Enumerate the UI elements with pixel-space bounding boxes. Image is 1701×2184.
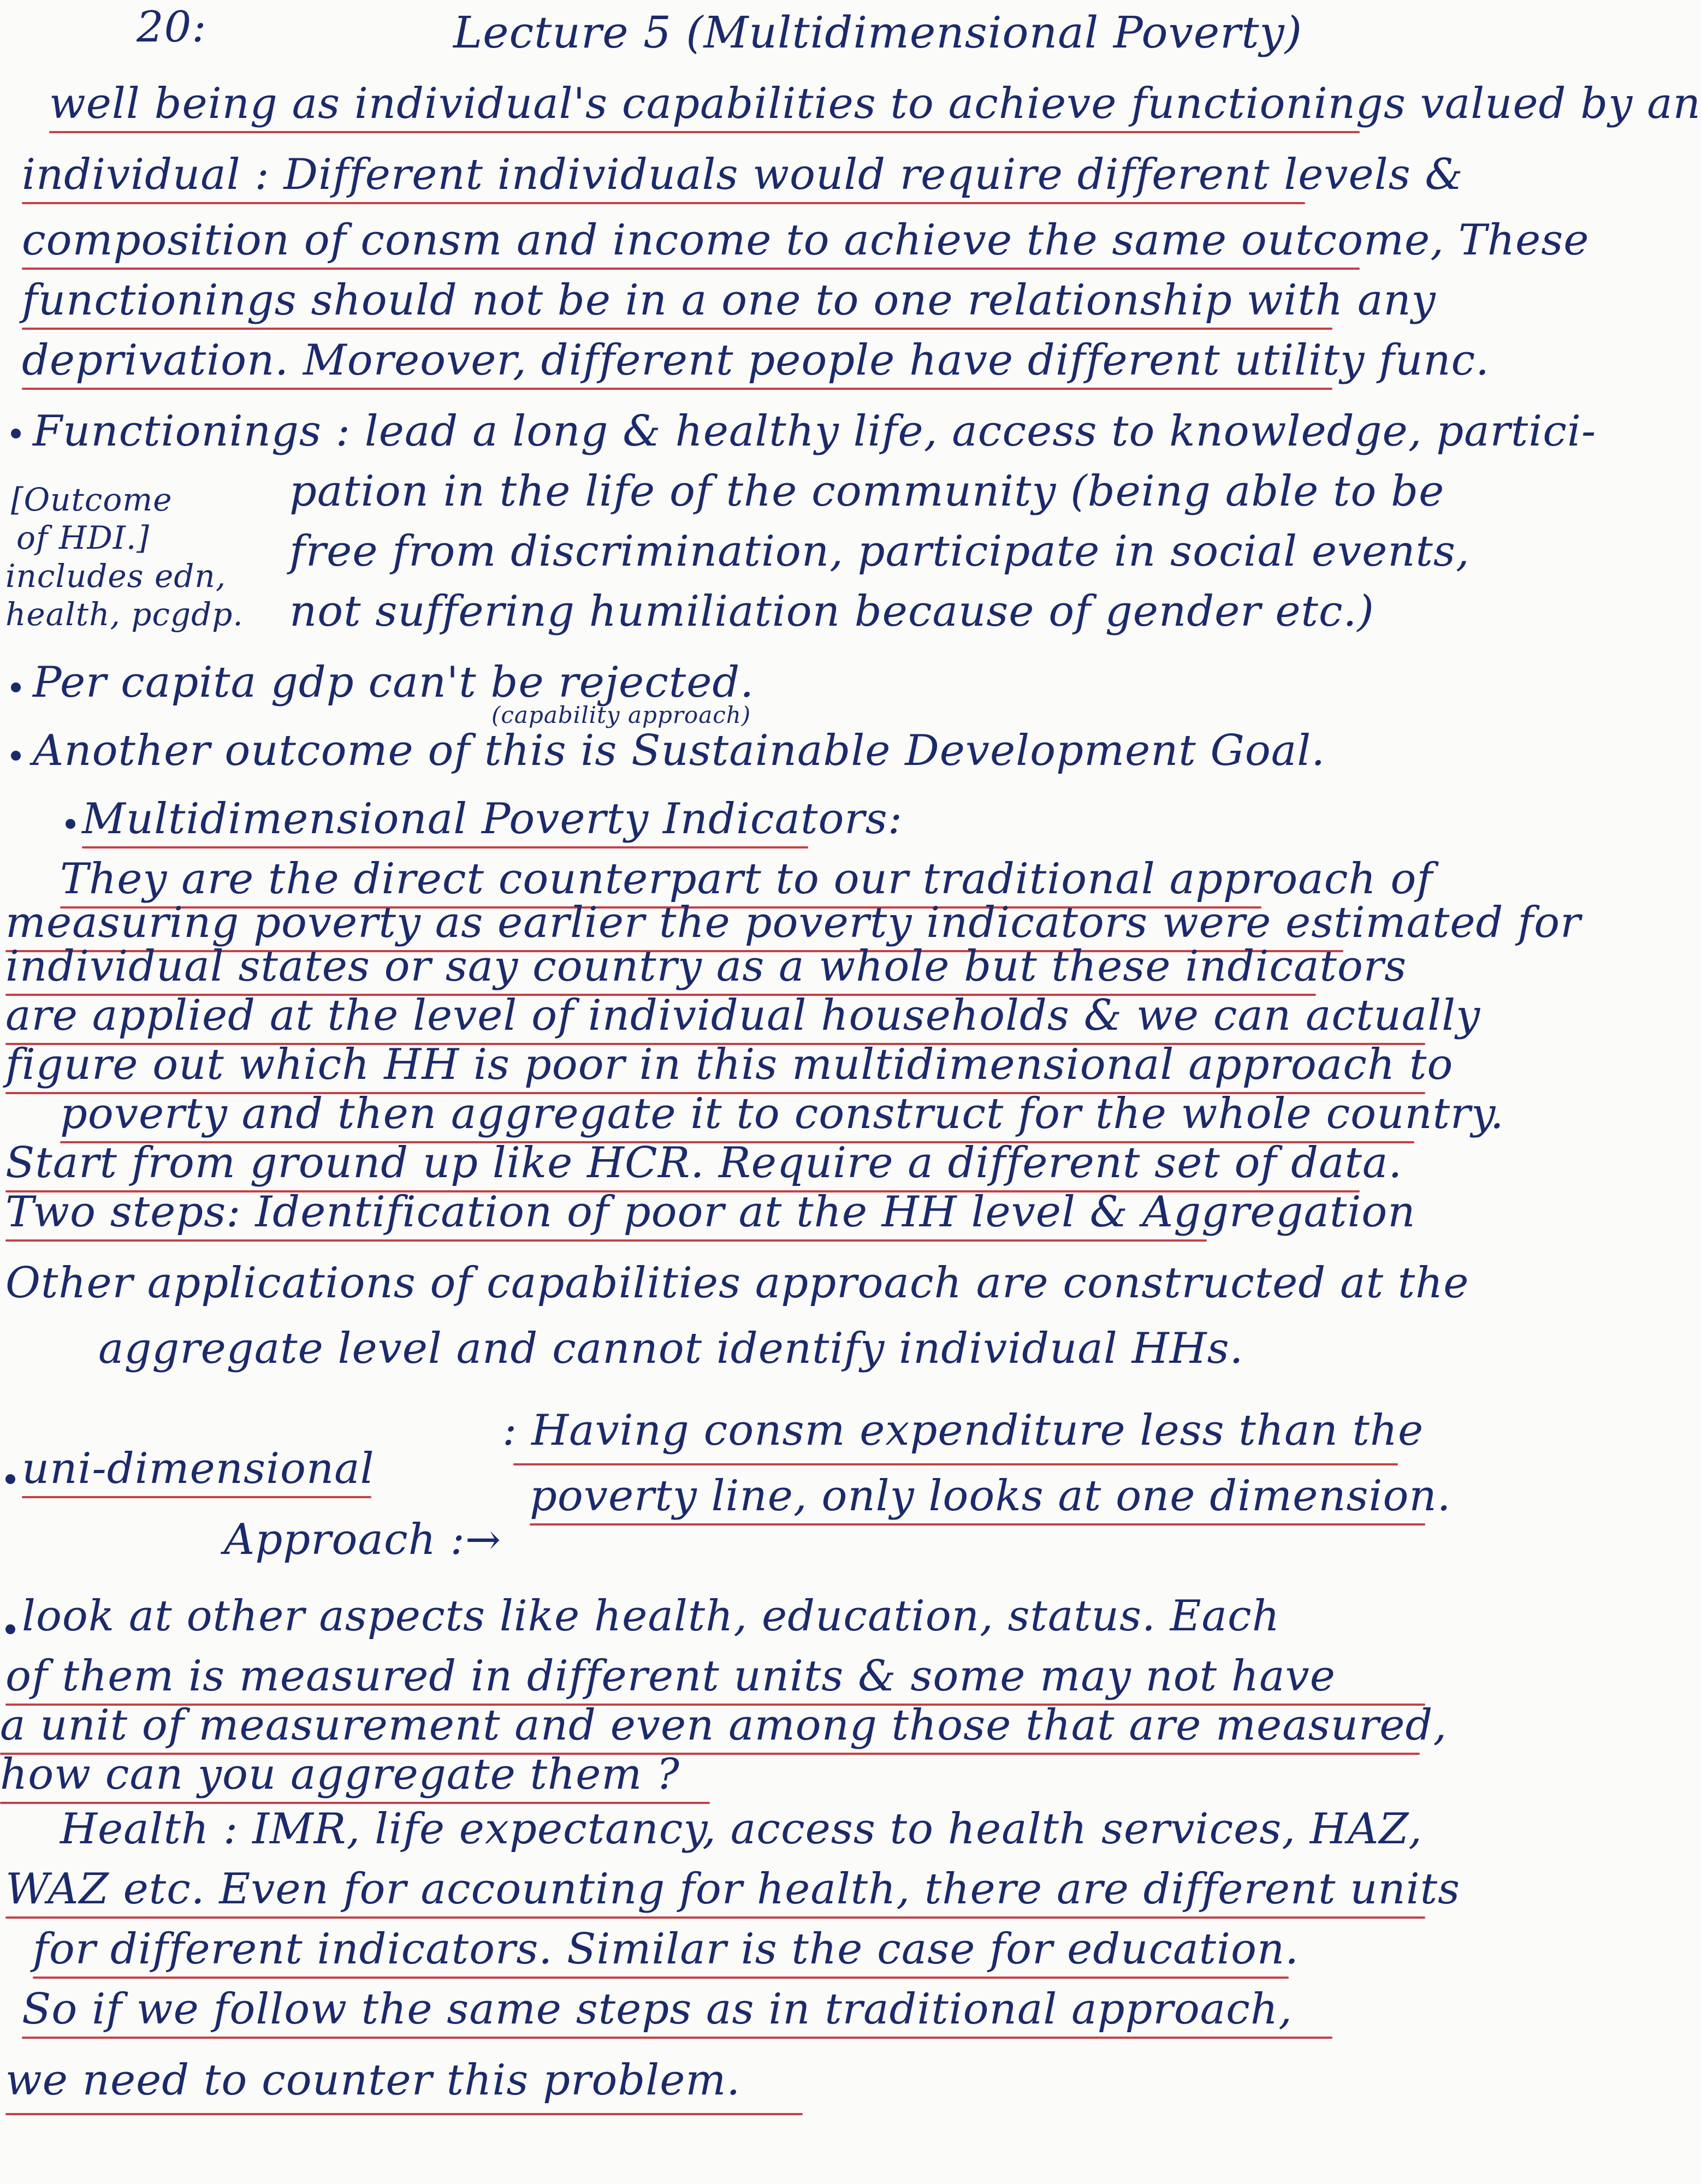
aspects-line: So if we follow the same steps as in traditional approach, xyxy=(22,1985,1293,2034)
underline xyxy=(22,328,1332,330)
underline xyxy=(33,1977,1289,1979)
mpi-line: Other applications of capabilities approach are constructed at the xyxy=(5,1259,1469,1308)
mpi-line: poverty and then aggregate it to construct for the whole country. xyxy=(60,1089,1504,1138)
underline xyxy=(22,1496,371,1498)
intro-line: composition of consm and income to achieve the same outcome, These xyxy=(22,216,1590,265)
aspects-line: Health : IMR, life expectancy, access to health services, HAZ, xyxy=(60,1805,1423,1854)
bullet xyxy=(11,682,21,692)
mpi-line: are applied at the level of individual households & we can actually xyxy=(5,991,1481,1040)
underline xyxy=(530,1523,1425,1526)
functionings-line: free from discrimination, participate in social events, xyxy=(289,527,1470,576)
intro-line: individual : Different individuals would require different levels & xyxy=(22,150,1463,199)
functionings-line: not suffering humiliation because of gender etc.) xyxy=(289,587,1374,636)
bullet xyxy=(5,1474,15,1484)
aspects-line: of them is measured in different units & some may not have xyxy=(5,1652,1336,1701)
aspects-line: for different indicators. Similar is the case for education. xyxy=(33,1925,1299,1974)
mpi-line: measuring poverty as earlier the poverty indicators were estimated for xyxy=(5,898,1581,947)
underline xyxy=(82,846,808,848)
hdi-note: includes edn, xyxy=(5,557,227,595)
bullet xyxy=(66,819,75,829)
aspects-line: WAZ etc. Even for accounting for health, there are different units xyxy=(5,1865,1461,1914)
aspects-line: we need to counter this problem. xyxy=(5,2056,741,2105)
bullet xyxy=(11,751,21,761)
underline xyxy=(22,202,1305,204)
uni-line: poverty line, only looks at one dimension. xyxy=(530,1471,1451,1521)
intro-line: well being as individual's capabilities to achieve functionings valued by an xyxy=(49,79,1701,128)
aspects-line: a unit of measurement and even among those that are measured, xyxy=(0,1701,1448,1750)
intro-line: functionings should not be in a one to one relationship with any xyxy=(22,276,1436,325)
date-mark: 20: xyxy=(137,3,207,52)
underline xyxy=(49,131,1360,133)
mpi-line: Two steps: Identification of poor at the HH level & Aggregation xyxy=(5,1188,1416,1237)
bullet-text: Per capita gdp can't be rejected. xyxy=(33,658,755,707)
functionings-line: pation in the life of the community (being able to be xyxy=(289,467,1445,516)
aspects-line: look at other aspects like health, education, status. Each xyxy=(22,1592,1280,1641)
underline xyxy=(5,1916,1425,1919)
underline xyxy=(513,1463,1398,1465)
aspects-line: how can you aggregate them ? xyxy=(0,1750,680,1799)
bullet xyxy=(11,429,21,438)
hdi-note: [Outcome xyxy=(11,481,173,518)
uni-label: Approach :→ xyxy=(224,1515,502,1564)
uni-line: : Having consm expenditure less than the xyxy=(502,1406,1424,1455)
underline xyxy=(22,268,1360,270)
capability-note: (capability approach) xyxy=(491,702,751,728)
bullet xyxy=(5,1624,15,1634)
mpi-line: They are the direct counterpart to our traditional approach of xyxy=(60,854,1433,904)
hdi-note: health, pcgdp. xyxy=(5,596,244,633)
hdi-note: of HDI.] xyxy=(16,519,150,556)
functionings-line: Functionings : lead a long & healthy life, access to knowledge, partici- xyxy=(33,407,1597,456)
underline xyxy=(5,2113,803,2115)
mpi-line: individual states or say country as a whole but these indicators xyxy=(5,942,1407,991)
underline xyxy=(22,388,1332,390)
mpi-heading: Multidimensional Poverty Indicators: xyxy=(82,794,903,844)
uni-label: uni-dimensional xyxy=(22,1444,375,1493)
intro-line: deprivation. Moreover, different people have different utility func. xyxy=(22,336,1490,385)
bullet-text: Another outcome of this is Sustainable Development Goal. xyxy=(33,726,1326,775)
underline xyxy=(22,2037,1332,2039)
mpi-line: figure out which HH is poor in this multidimensional approach to xyxy=(5,1040,1454,1089)
mpi-line: aggregate level and cannot identify individual HHs. xyxy=(98,1324,1244,1373)
page-title: Lecture 5 (Multidimensional Poverty) xyxy=(453,7,1302,58)
mpi-line: Start from ground up like HCR. Require a different set of data. xyxy=(5,1138,1403,1188)
underline xyxy=(5,1239,1207,1242)
